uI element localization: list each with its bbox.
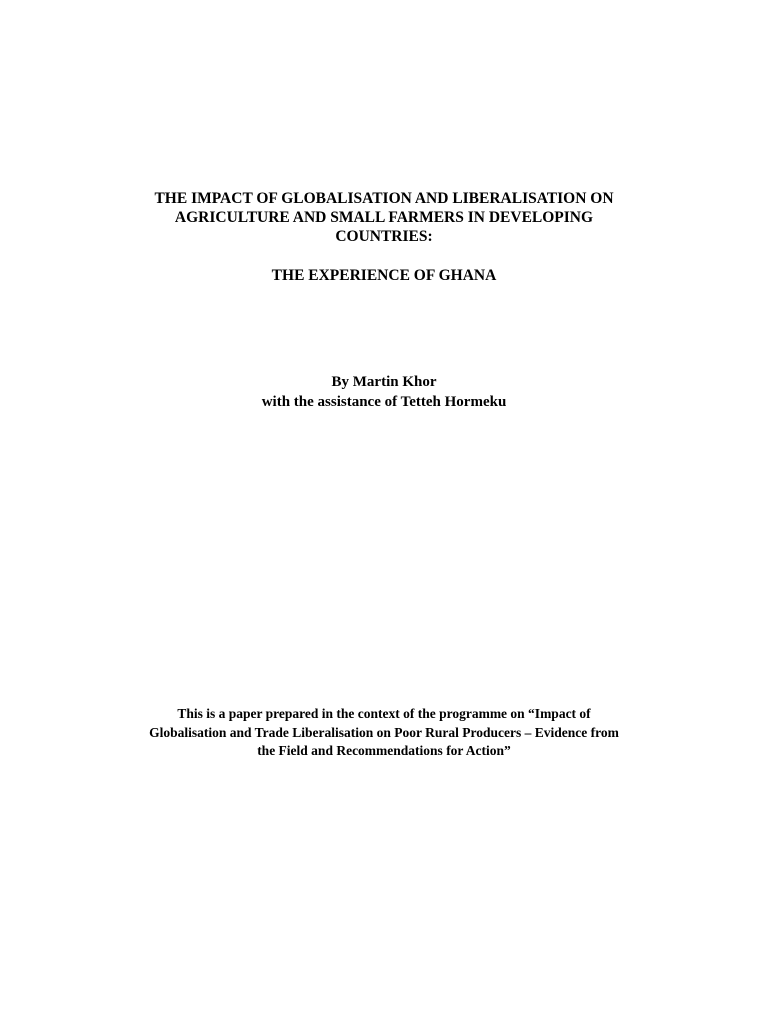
title-line-2: AGRICULTURE AND SMALL FARMERS IN DEVELOPING bbox=[174, 209, 594, 226]
title-line-3: COUNTRIES: bbox=[335, 228, 433, 245]
byline bbox=[84, 372, 684, 412]
assistance-line: with the assistance of Tetteh Hormeku bbox=[261, 394, 507, 410]
note-line-1: This is a paper prepared in the context of the programme on “Impact of bbox=[177, 706, 591, 721]
author-line: By Martin Khor bbox=[331, 374, 437, 390]
title-line-1: THE IMPACT OF GLOBALISATION AND LIBERALISATION ON bbox=[154, 190, 614, 207]
document-subtitle: THE EXPERIENCE OF GHANA bbox=[271, 267, 497, 284]
document-title bbox=[84, 189, 684, 246]
context-note bbox=[84, 705, 684, 761]
note-line-2: Globalisation and Trade Liberalisation on Poor Rural Producers – Evidence from bbox=[149, 724, 619, 740]
note-line-3: the Field and Recommendations for Action” bbox=[257, 743, 511, 758]
